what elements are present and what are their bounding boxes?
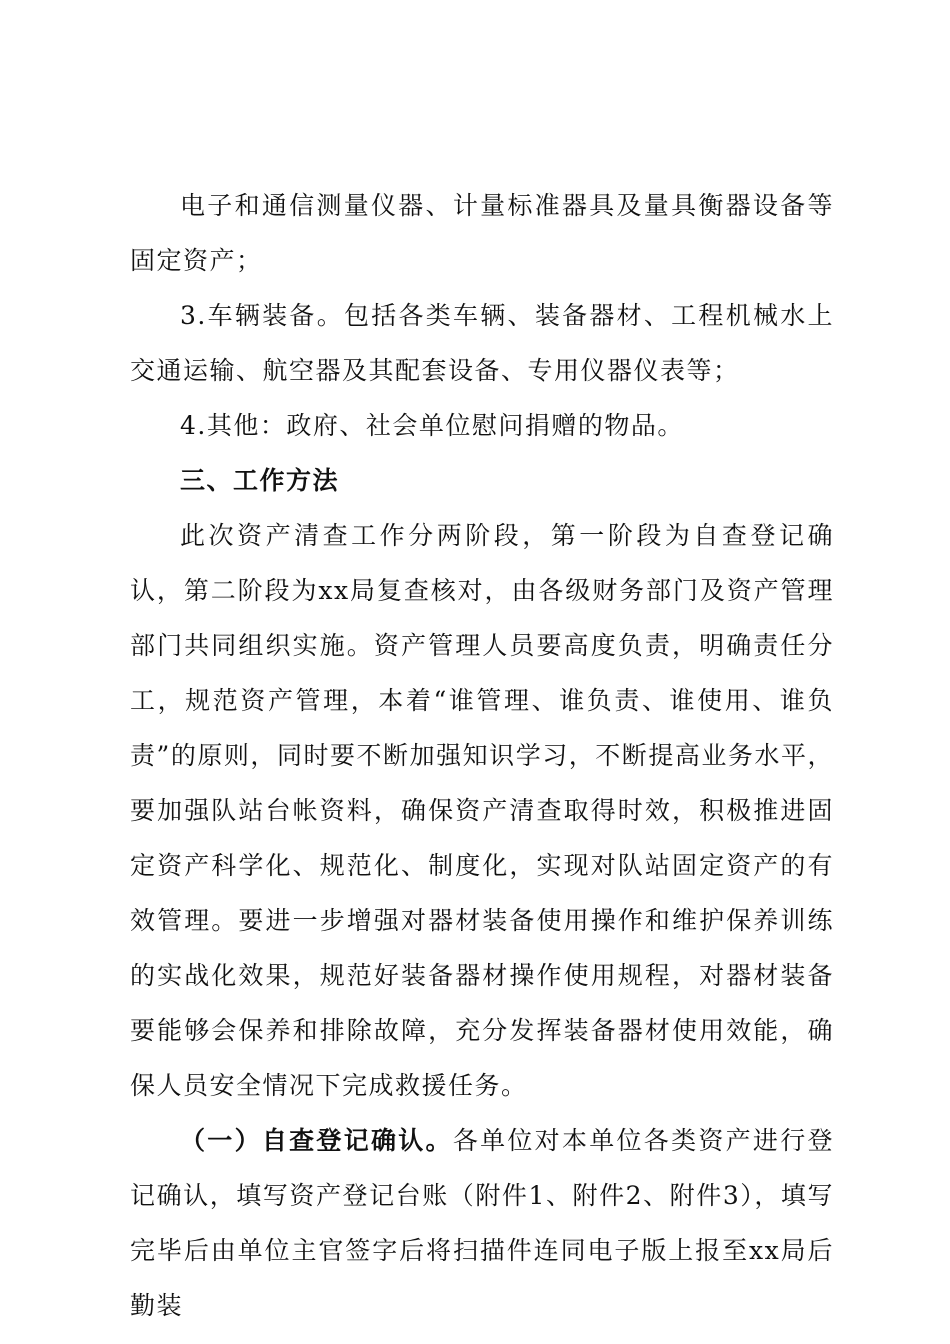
paragraph-vehicle-equipment: 3.车辆装备。包括各类车辆、装备器材、工程机械水上交通运输、航空器及其配套设备、专用仪器仪表等； bbox=[130, 301, 834, 385]
subheading-self-check: （一）自查登记确认。 bbox=[180, 1126, 453, 1155]
paragraph-continuation: 电子和通信测量仪器、计量标准器具及量具衡器设备等固定资产； bbox=[130, 191, 834, 275]
paragraph-self-check bbox=[130, 1113, 834, 1333]
paragraph-other-items: 4.其他：政府、社会单位慰问捐赠的物品。 bbox=[180, 411, 684, 440]
paragraph-self-check-body: 各单位对本单位各类资产进行登记确认，填写资产登记台账（附件1、附件2、附件3），填写完毕后由单位主官签字后将扫描件连同电子版上报至xx局后勤装 bbox=[130, 1126, 834, 1320]
document-body bbox=[130, 178, 834, 1333]
section-heading-work-method: 三、工作方法 bbox=[180, 466, 340, 495]
paragraph-work-method-body: 此次资产清查工作分两阶段，第一阶段为自查登记确认，第二阶段为xx局复查核对，由各级财务部门及资产管理部门共同组织实施。资产管理人员要高度负责，明确责任分工，规范资产管理，本着“谁管理、谁负责、谁使用、谁负责”的原则，同时要不断加强知识学习，不断提高业务水平，要加强队站台帐资料，确保资产清查取得时效，积极推进固定资产科学化、规范化、制度化，实现对队站固定资产的有效管理。要进一步增强对器材装备使用操作和维护保养训练的实战化效果，规范好装备器材操作使用规程，对器材装备要能够会保养和排除故障，充分发挥装备器材使用效能，确保人员安全情况下完成救援任务。 bbox=[130, 521, 834, 1100]
